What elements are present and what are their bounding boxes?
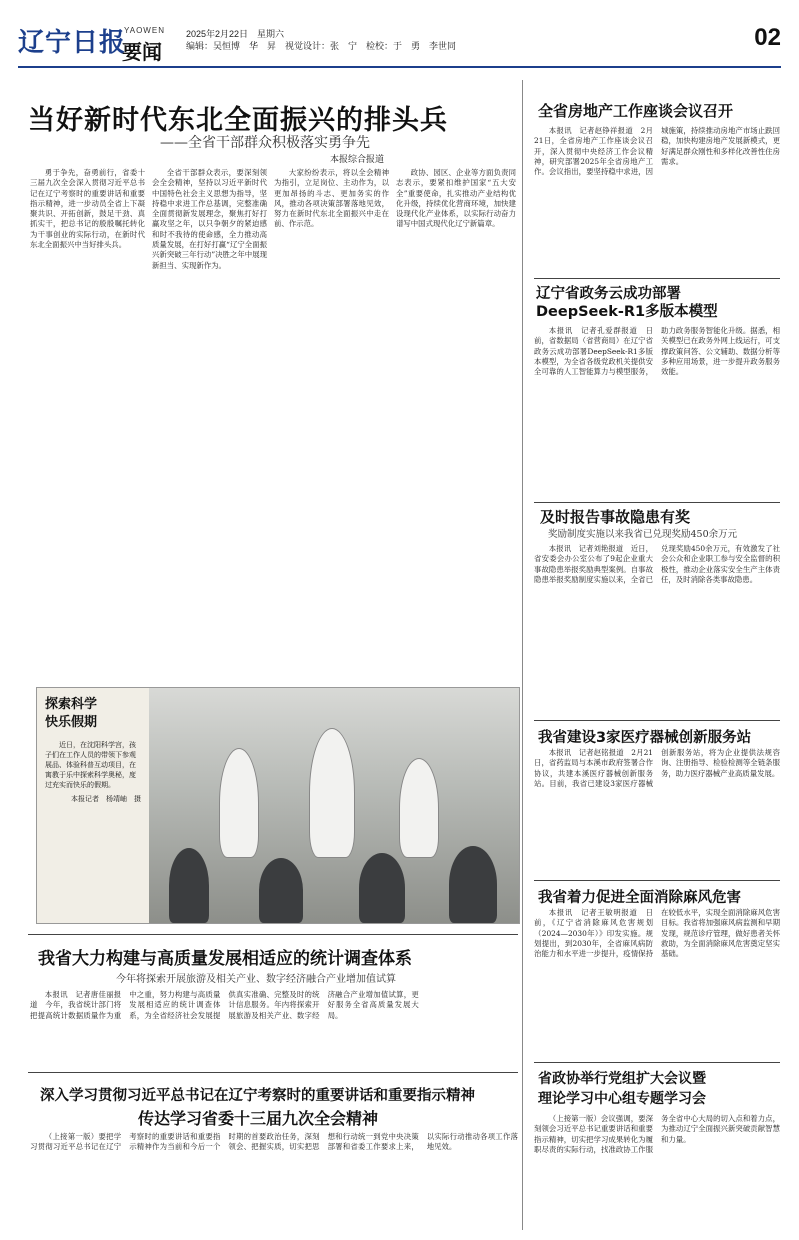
photo-caption <box>37 688 149 923</box>
child-figure <box>259 858 303 923</box>
lead-column-2: 全省干部群众表示，要深刻领会全会精神，坚持以习近平新时代中国特色社会主义思想为指导，坚持稳中求进工作总基调，完整准确全面贯彻新发展理念，聚焦打好打赢攻坚之年，以只争朝夕的紧迫感和时不我待的使命感，全力推动高质量发展，在打好打赢“辽宁全面振兴新突破三年行动”决胜之年中展现新担当、实现新作为。 <box>152 168 267 270</box>
section-rule <box>28 1072 518 1073</box>
leprosy-headline: 我省着力促进全面消除麻风危害 <box>538 890 741 906</box>
editor-credits: 编辑：吴恒博 华 昇 视觉设计：张 宁 检校：于 勇 李世同 <box>186 41 457 51</box>
medical-body: 本报讯 记者赵铭报道 2月21日，省药监局与本溪市政府签署合作协议，共建本溪医疗器械创新服务站。目前，我省已建设3家医疗器械创新服务站，将为企业提供法规咨询、注册指导、检验检测等全链条服务，助力医疗器械产业高质量发展。 <box>534 748 780 788</box>
section-name: 要闻 <box>122 40 162 64</box>
stats-body: 本报讯 记者唐佳丽报道 今年，我省统计部门将把提高统计数据质量作为重中之重，努力构建与高质量发展相适应的统计调查体系，为全省经济社会发展提供真实准确、完整及时的统计信息服务。年内将探索开展旅游及相关产业、数字经济融合产业增加值试算，更好服务全省高质量发展大局。 <box>30 990 419 1020</box>
study-headline-line2: 传达学习省委十三届九次全会精神 <box>138 1109 379 1128</box>
deepseek-headline-line2: DeepSeek-R1多版本模型 <box>536 304 718 320</box>
realestate-headline: 全省房地产工作座谈会议召开 <box>538 102 734 120</box>
leprosy-body: 本报讯 记者王敏明报道 日前，《辽宁省消除麻风危害规划（2024—2030年）》印发实施。规划提出，到2030年，全省麻风病防治能力和水平进一步提升，疫情保持在较低水平，实现全面消除麻风危害目标。我省将加强麻风病监测和早期发现，规范诊疗管理，做好患者关怀救助，为全面消除麻风危害奠定坚实基础。 <box>534 908 780 959</box>
hazard-headline: 及时报告事故隐患有奖 <box>540 508 691 526</box>
lead-headline: 当好新时代东北全面振兴的排头兵 <box>28 105 448 136</box>
section-rule <box>534 720 780 721</box>
masthead <box>18 22 781 74</box>
stats-subheadline: 今年将探索开展旅游及相关产业、数字经济融合产业增加值试算 <box>116 974 396 985</box>
header-rule <box>18 66 781 68</box>
section-rule <box>534 502 780 503</box>
cppcc-body: （上接第一版）会议强调，要深刻领会习近平总书记重要讲话和重要指示精神，切实把学习成果转化为履职尽责的实际行动，找准政协工作服务全省中心大局的切入点和着力点，为推动辽宁全面振兴新突破贡献智慧和力量。 <box>534 1114 780 1154</box>
lead-column-3: 大家纷纷表示，将以全会精神为指引，立足岗位、主动作为，以更加昂扬的斗志、更加务实的作风，推动各项决策部署落地见效，努力在新时代东北全面振兴中走在前、作示范。 <box>274 168 389 229</box>
section-rule <box>28 934 518 935</box>
photo-credit: 本报记者 杨靖岫 摄 <box>71 795 141 803</box>
child-figure <box>169 848 209 923</box>
page-number: 02 <box>754 24 781 51</box>
robot-figure <box>309 728 355 858</box>
robot-figure <box>399 758 439 858</box>
hazard-body: 本报讯 记者刘艳报道 近日，省安委会办公室公布了9起企业重大事故隐患举报奖励典型案例。自事故隐患举报奖励制度实施以来，全省已兑现奖励450余万元，有效激发了社会公众和企业职工参与安全监督的积极性，推动企业落实安全生产主体责任，及时消除各类事故隐患。 <box>534 544 780 584</box>
medical-headline: 我省建设3家医疗器械创新服务站 <box>538 730 752 746</box>
newspaper-logo: 辽宁日报 <box>18 28 127 58</box>
lead-subheadline: ——全省干部群众积极落实勇争先 <box>160 135 370 151</box>
issue-info <box>186 28 456 52</box>
stats-headline: 我省大力构建与高质量发展相适应的统计调查体系 <box>38 949 412 969</box>
photo-caption-title: 探索科学 快乐假期 <box>45 697 98 730</box>
realestate-body: 本报讯 记者赵铮祥报道 2月21日，全省房地产工作座谈会议召开，深入贯彻中央经济工作会议精神，研究部署2025年全省房地产工作。会议指出，要坚持稳中求进，因城施策，持续推动房地产市场止跌回稳，加快构建房地产发展新模式，更好满足群众刚性和多样化改善性住房需求。 <box>534 126 780 177</box>
photo-caption-text: 近日，在沈阳科学宫，孩子们在工作人员的带领下参观展品、体验科普互动项目，在寓教于乐中探索科学奥秘，度过充实而快乐的假期。 <box>45 741 136 789</box>
cppcc-headline-line2: 理论学习中心组专题学习会 <box>538 1091 706 1107</box>
lead-column-1: 勇于争先，奋勇前行，省委十三届九次全会深入贯彻习近平总书记在辽宁考察时的重要讲话和重要指示精神，进一步动员全省上下凝聚共识、开拓创新，鼓足干劲、真抓实干，把总书记的殷殷嘱托转化为干事创业的实际行动，在新时代东北全面振兴中当好排头兵。 <box>30 168 145 250</box>
issue-date: 2025年2月22日 星期六 <box>186 29 285 39</box>
lead-column-4: 政协、园区、企业等方面负责同志表示，要紧扣维护国家“五大安全”重要使命，扎实推动产业结构优化升级，持续优化营商环境，加快建设现代化产业体系，以实际行动奋力谱写中国式现代化辽宁新篇章。 <box>396 168 516 229</box>
deepseek-body: 本报讯 记者孔爱群报道 日前，省数据局（省营商局）在辽宁省政务云成功部署DeepSeek-R1多版本模型，为全省各级党政机关提供安全可靠的人工智能算力与模型服务，助力政务服务智能化升级。据悉，相关模型已在政务外网上线运行，可支撑政策问答、公文辅助、数据分析等多种应用场景，进一步提升政务服务效能。 <box>534 326 780 377</box>
deepseek-headline-line1: 辽宁省政务云成功部署 <box>536 286 681 302</box>
section-name-en: YAOWEN <box>124 26 165 35</box>
robot-figure <box>219 748 259 858</box>
column-divider <box>522 80 523 1230</box>
news-photo <box>149 688 519 923</box>
child-figure <box>449 846 497 923</box>
section-rule <box>534 880 780 881</box>
study-headline-line1: 深入学习贯彻习近平总书记在辽宁考察时的重要讲话和重要指示精神 <box>40 1088 475 1104</box>
child-figure <box>359 853 405 923</box>
section-rule <box>534 278 780 279</box>
study-body: （上接第一版）要把学习贯彻习近平总书记在辽宁考察时的重要讲话和重要指示精神作为当前和今后一个时期的首要政治任务，深刻领会、把握实质，切实把思想和行动统一到党中央决策部署和省委工作要求上来，以实际行动推动各项工作落地见效。 <box>30 1132 518 1152</box>
cppcc-headline-line1: 省政协举行党组扩大会议暨 <box>538 1071 706 1087</box>
hazard-subheadline: 奖励制度实施以来我省已兑现奖励450余万元 <box>548 529 738 540</box>
photo-feature <box>36 687 520 924</box>
lead-byline: 本报综合报道 <box>330 155 385 165</box>
section-rule <box>534 1062 780 1063</box>
